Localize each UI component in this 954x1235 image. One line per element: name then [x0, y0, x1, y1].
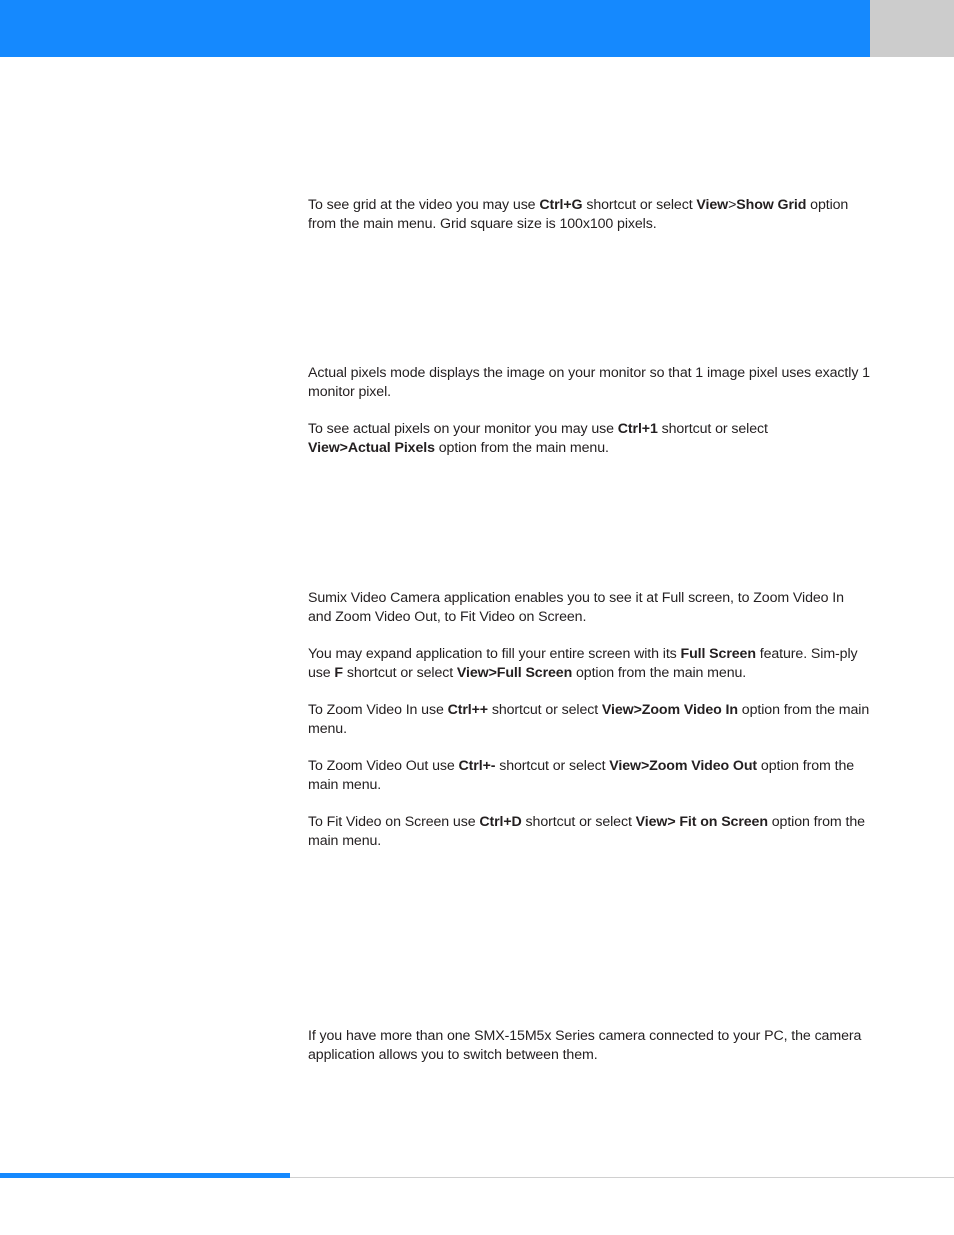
header-bar — [0, 0, 870, 57]
shortcut-ctrl-d: Ctrl+D — [479, 814, 522, 830]
shortcut-ctrl-minus: Ctrl+- — [458, 758, 496, 774]
zoom-intro: Sumix Video Camera application enables you to see it at Full screen, to Zoom Video In and Zoom Video Out, to Fit Video on Screen. — [308, 590, 844, 625]
zoom-in-paragraph: To Zoom Video In use Ctrl++ shortcut or select View>Zoom Video In option from the main menu. — [308, 702, 870, 737]
shortcut-ctrl-g: Ctrl+G — [539, 197, 583, 213]
actual-pixels-paragraph: To see actual pixels on your monitor you may use Ctrl+1 shortcut or select View>Actual Pixels option from the main menu. — [308, 421, 768, 456]
switch-camera-paragraph: If you have more than one SMX-15M5x Series camera connected to your PC, the camera application allows you to switch between them. — [308, 1028, 862, 1063]
grid-paragraph: To see grid at the video you may use Ctrl+G shortcut or select View>Show Grid option from the main menu. Grid square size is 100x100 pixels. — [308, 197, 849, 232]
actual-pixels-intro: Actual pixels mode displays the image on your monitor so that 1 image pixel uses exactly 1 monitor pixel. — [308, 365, 870, 400]
menu-view: View — [696, 197, 729, 213]
menu-zoom-in: View>Zoom Video In — [601, 702, 738, 718]
shortcut-ctrl-1: Ctrl+1 — [617, 421, 658, 437]
footer-rule — [290, 1177, 954, 1178]
menu-full-screen-feature: Full Screen — [680, 646, 756, 662]
menu-show-grid: Show Grid — [736, 197, 807, 213]
shortcut-ctrl-plus: Ctrl++ — [447, 702, 488, 718]
menu-actual-pixels: View>Actual Pixels — [308, 439, 435, 456]
full-screen-paragraph: You may expand application to fill your entire screen with its Full Screen feature. Sim-ply use F shortcut or select View>Full Screen option from the main menu. — [308, 646, 858, 681]
shortcut-f: F — [334, 664, 343, 681]
footer-accent-bar — [0, 1173, 290, 1178]
menu-full-screen: View>Full Screen — [456, 664, 573, 681]
fit-screen-paragraph: To Fit Video on Screen use Ctrl+D shortcut or select View> Fit on Screen option from the main menu. — [308, 814, 865, 849]
menu-fit-on-screen: View> Fit on Screen — [635, 814, 768, 830]
menu-zoom-out: View>Zoom Video Out — [609, 758, 758, 774]
zoom-out-paragraph: To Zoom Video Out use Ctrl+- shortcut or select View>Zoom Video Out option from the main menu. — [308, 758, 855, 793]
header-page-box — [870, 0, 954, 57]
